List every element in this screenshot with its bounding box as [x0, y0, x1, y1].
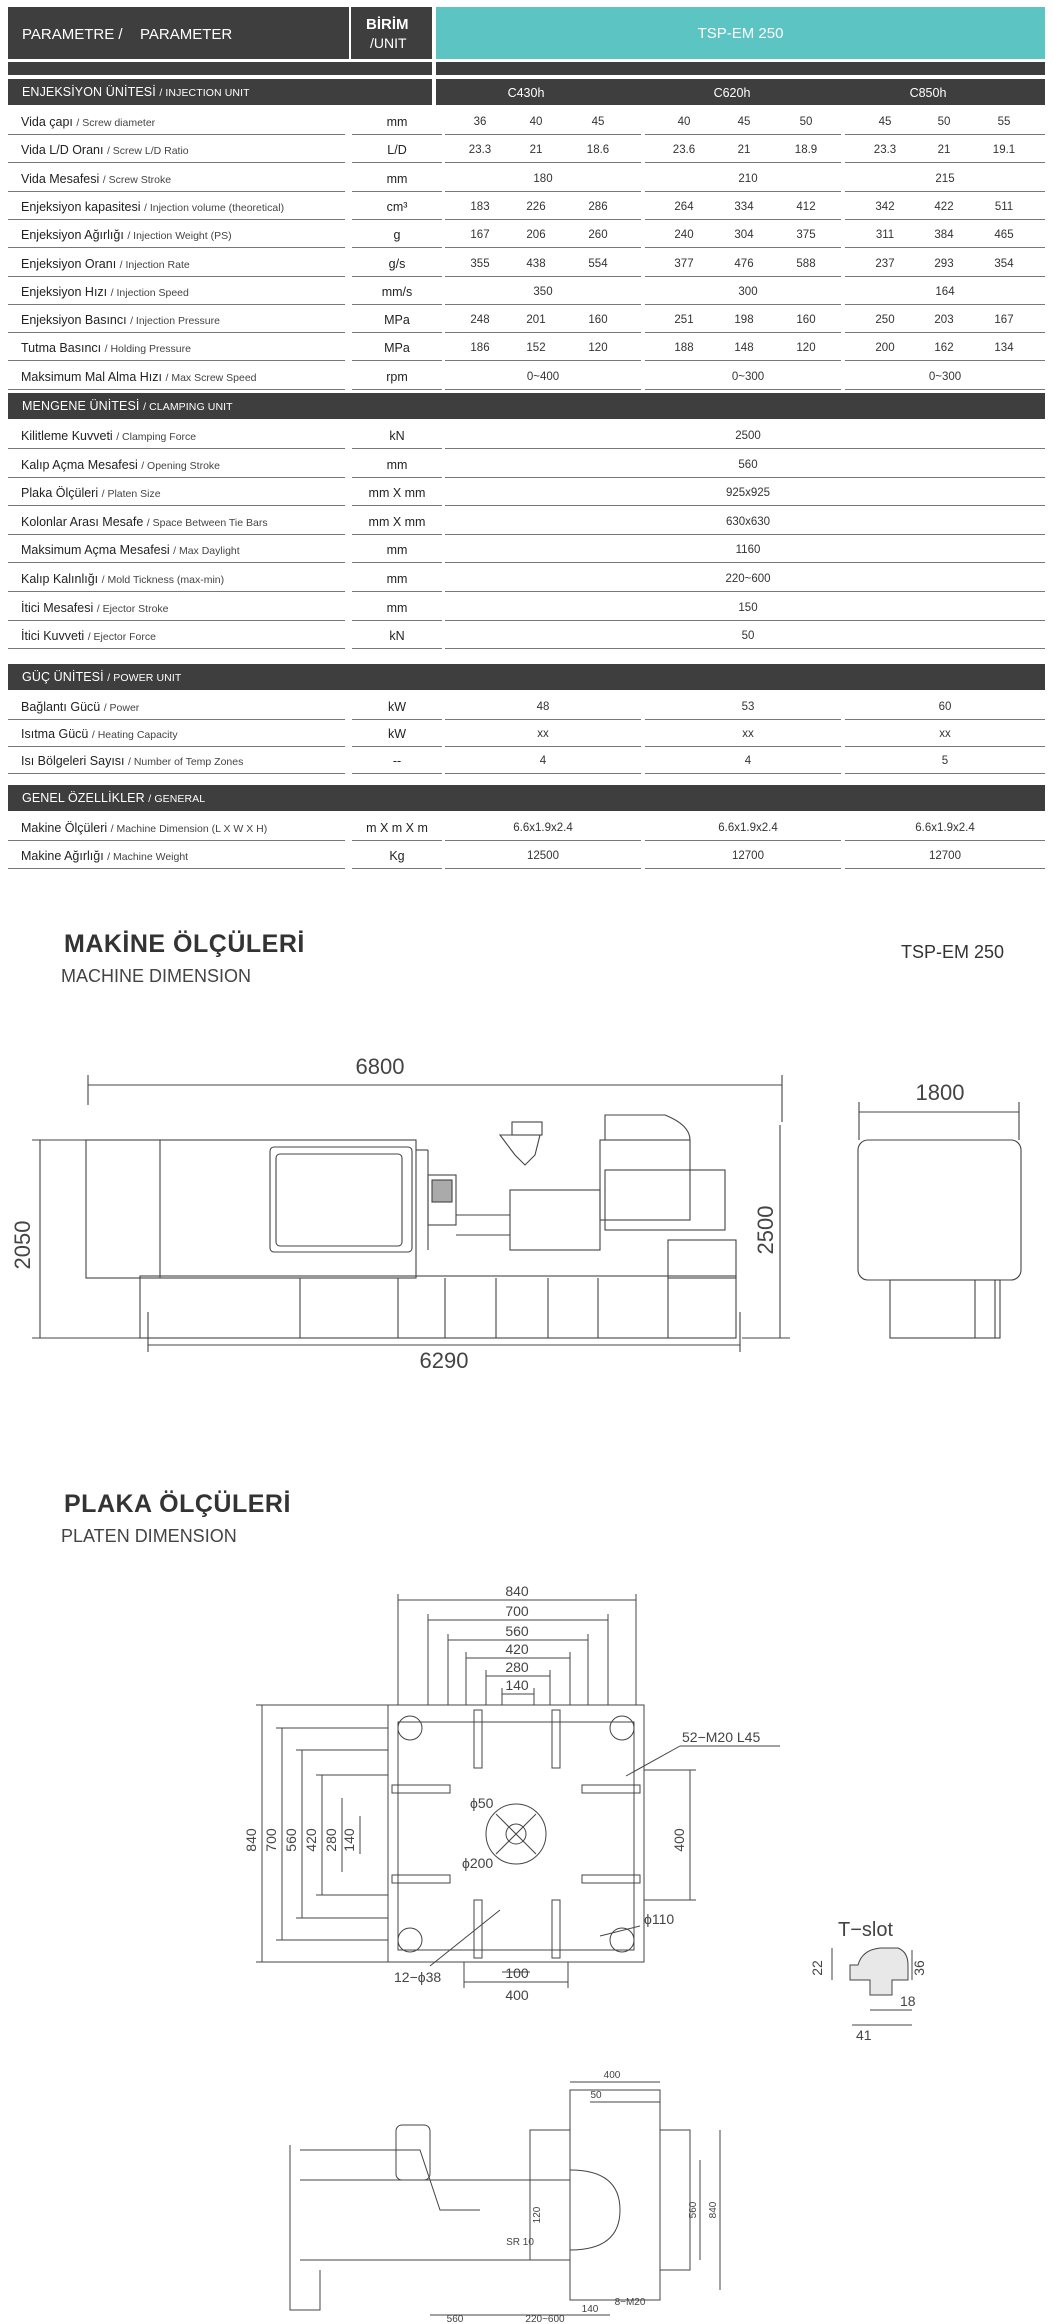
row-value: 925x925 [725, 487, 771, 500]
row-value: 6.6x1.9x2.4 [718, 822, 778, 834]
row-value: 164 [935, 285, 955, 298]
section-injection-en: / INJECTION UNIT [159, 87, 250, 99]
table-row [8, 621, 1045, 649]
row-unit: kN [389, 629, 405, 644]
side-dim: 220~600 [525, 2314, 565, 2324]
row-unit: mm/s [381, 284, 413, 299]
row-label-tr: Plaka Ölçüleri [21, 486, 99, 501]
row-value: 311 [875, 229, 895, 242]
row-value: 5 [941, 755, 949, 767]
row-value: 18.9 [794, 144, 818, 157]
row-label-tr: Isıtma Gücü [21, 727, 89, 741]
row-label-tr: Vida Mesafesi [21, 171, 100, 186]
section-clamping-en: / CLAMPING UNIT [143, 401, 233, 413]
platen-top-dim: 840 [505, 1583, 529, 1599]
row-label-tr: Bağlantı Gücü [21, 700, 101, 714]
row-value: 50 [937, 116, 951, 128]
row-value: xx [537, 728, 549, 740]
header-model: TSP-EM 250 [697, 25, 784, 42]
row-label-tr: Enjeksiyon kapasitesi [21, 199, 141, 214]
header-unit-tr: BİRİM [366, 16, 409, 33]
platen-bottom-dim: 100 [505, 1965, 529, 1981]
tslot-label: T−slot [838, 1919, 894, 1941]
platen-side-dim: 840 [243, 1828, 259, 1852]
platen-top-dim: 420 [505, 1641, 529, 1657]
group-label: C620h [713, 86, 751, 100]
side-dim: 560 [446, 2314, 464, 2324]
row-unit: m X m X m [366, 821, 428, 835]
table-row [8, 164, 1045, 192]
machine-dimension-model: TSP-EM 250 [901, 942, 1005, 962]
row-value: 0~300 [928, 370, 962, 383]
row-label [21, 543, 240, 557]
dim-length: 6800 [355, 1054, 405, 1079]
row-value: 4 [744, 755, 752, 767]
section-general-tr: GENEL ÖZELLİKLER [22, 791, 145, 805]
row-label-tr: Enjeksiyon Basıncı [21, 313, 127, 328]
row-value: 210 [738, 172, 758, 185]
row-value: 203 [934, 314, 954, 327]
row-label-tr: İtici Mesafesi [21, 600, 94, 615]
row-label-en: / Injection Weight (PS) [127, 230, 232, 243]
table-row [8, 719, 1045, 747]
tslot-dim: 22 [809, 1960, 825, 1976]
table-header-model [436, 7, 1045, 59]
row-value: 220~600 [725, 573, 771, 585]
row-value: 21 [937, 144, 951, 157]
row-label-tr: Enjeksiyon Oranı [21, 256, 117, 271]
side-dim: SR 10 [506, 2237, 534, 2248]
row-value: xx [939, 728, 951, 740]
row-value: 355 [470, 257, 490, 270]
row-label [21, 727, 178, 741]
platen-side-dim: 280 [323, 1828, 339, 1852]
row-label [21, 200, 284, 214]
table-row [8, 421, 1045, 449]
row-value: 342 [875, 200, 895, 213]
row-unit: cm³ [386, 199, 408, 214]
table-row [8, 192, 1045, 220]
row-value: 630x630 [725, 515, 771, 528]
row-value: 334 [734, 200, 754, 213]
platen-side-dim: 700 [263, 1828, 279, 1852]
row-value: 40 [677, 116, 691, 128]
row-value: 180 [533, 172, 553, 185]
row-label [21, 341, 191, 355]
row-label-tr: Makine Ölçüleri [21, 821, 108, 835]
row-value: 40 [529, 116, 543, 128]
table-row [8, 841, 1045, 869]
table-row [8, 249, 1045, 277]
row-unit: kW [387, 700, 407, 714]
row-label [21, 257, 190, 271]
row-value: 198 [734, 314, 754, 327]
row-value: 19.1 [992, 144, 1016, 157]
row-value: 412 [796, 200, 816, 213]
row-label [21, 143, 189, 157]
row-unit: kW [387, 727, 407, 741]
platen-dimension-title: PLAKA ÖLÇÜLERİ [64, 1490, 291, 1518]
platen-dimension-subtitle: PLATEN DIMENSION [61, 1526, 237, 1546]
table-row [8, 220, 1045, 248]
row-label-en: / Holding Pressure [104, 343, 191, 356]
row-label [21, 849, 188, 863]
row-value: 45 [737, 116, 751, 128]
row-value: 120 [588, 342, 608, 355]
row-label [21, 370, 257, 384]
row-value: 300 [738, 285, 758, 298]
platen-top-dim: 560 [505, 1623, 529, 1639]
row-value: 240 [674, 229, 694, 242]
dim-height: 2050 [10, 1220, 35, 1270]
row-value: 23.6 [672, 144, 696, 157]
header-param-en: PARAMETER [140, 26, 233, 43]
row-label-en: / Screw L/D Ratio [106, 145, 189, 158]
row-value: 206 [526, 229, 546, 242]
row-value: 23.3 [468, 144, 492, 157]
row-value: 45 [878, 116, 892, 128]
row-label-en: / Ejector Stroke [96, 602, 169, 615]
row-value: 148 [734, 342, 754, 355]
row-label [21, 172, 171, 186]
table-row [8, 813, 1045, 841]
side-dim: 50 [590, 2090, 602, 2101]
platen-bottom-dim: 400 [505, 1987, 529, 2003]
machine-drawing [0, 1040, 1053, 1373]
row-value: 134 [994, 342, 1014, 355]
row-value: 160 [796, 314, 816, 327]
section-power-en: / POWER UNIT [107, 672, 182, 684]
row-value: 250 [875, 314, 895, 327]
row-label-en: / Max Daylight [173, 545, 240, 558]
row-value: 150 [738, 601, 758, 614]
row-label-en: / Machine Dimension (L X W X H) [110, 823, 268, 835]
row-unit: mm X mm [368, 514, 426, 529]
platen-top-dim: 700 [505, 1603, 529, 1619]
row-value: 50 [799, 116, 813, 128]
row-value: 183 [470, 200, 490, 213]
row-label-tr: Maksimum Mal Alma Hızı [21, 369, 162, 384]
row-value: 45 [591, 116, 605, 128]
section-injection [8, 79, 1045, 105]
row-label-tr: Kalıp Açma Mesafesi [21, 457, 138, 472]
row-label-en: / Space Between Tie Bars [146, 516, 268, 529]
row-label-en: / Opening Stroke [141, 459, 220, 472]
row-value: 215 [935, 172, 955, 185]
row-value: 286 [588, 200, 608, 213]
row-unit: kN [389, 429, 405, 443]
row-value: 50 [741, 630, 755, 643]
table-row [8, 277, 1045, 305]
section-clamping-tr: MENGENE ÜNİTESİ [22, 399, 140, 413]
row-value: 6.6x1.9x2.4 [915, 822, 975, 834]
platen-side-dim: 140 [341, 1828, 357, 1852]
section-general [8, 785, 1045, 811]
row-unit: MPa [384, 341, 410, 356]
row-value: 0~300 [731, 370, 765, 383]
row-unit: mm [386, 457, 408, 472]
row-label [21, 601, 169, 615]
row-value: 12500 [527, 850, 559, 862]
table-row [8, 362, 1045, 390]
table-row [8, 692, 1045, 720]
row-value: 23.3 [873, 144, 897, 157]
row-value: 21 [529, 144, 543, 157]
row-unit: rpm [386, 369, 408, 384]
row-label-tr: İtici Kuvveti [21, 629, 85, 644]
row-label-en: / Screw diameter [76, 117, 156, 129]
row-label-en: / Injection volume (theoretical) [144, 201, 285, 214]
row-label-tr: Enjeksiyon Hızı [21, 284, 108, 299]
row-value: 6.6x1.9x2.4 [513, 822, 573, 834]
table-row [8, 450, 1045, 478]
side-dim: 120 [532, 2206, 543, 2224]
row-unit: mm [386, 600, 408, 615]
row-value: 12700 [929, 850, 961, 862]
row-label-en: / Injection Pressure [130, 315, 220, 328]
row-label-en: / Mold Tickness (max-min) [101, 574, 225, 586]
row-value: 4 [539, 755, 547, 767]
row-unit: Kg [389, 849, 405, 863]
table-row [8, 746, 1045, 774]
platen-drawing [0, 1570, 1053, 2324]
table-header-parameter [8, 7, 432, 59]
row-label [21, 458, 220, 472]
row-label-en: / Number of Temp Zones [128, 756, 244, 768]
row-label-tr: Enjeksiyon Ağırlığı [21, 228, 124, 243]
row-value: 226 [526, 200, 546, 213]
row-unit: mm [386, 171, 408, 186]
row-value: 438 [526, 257, 546, 270]
row-label-tr: Tutma Basıncı [21, 341, 102, 356]
tslot-dim: 18 [900, 1993, 916, 2009]
machine-dimension-title: MAKİNE ÖLÇÜLERİ [64, 930, 305, 958]
header-band [8, 62, 1045, 75]
row-value: 55 [997, 116, 1011, 128]
row-label-en: / Injection Speed [110, 286, 189, 299]
row-value: 560 [738, 458, 758, 471]
row-label-en: / Heating Capacity [91, 729, 178, 741]
tslot-dim: 41 [856, 2027, 872, 2043]
row-value: 60 [938, 701, 952, 713]
callout-bolts: 52−M20 L45 [682, 1729, 761, 1745]
side-dim: 8−M20 [614, 2297, 646, 2308]
section-power-tr: GÜÇ ÜNİTESİ [22, 670, 104, 684]
row-value: 18.6 [586, 144, 610, 157]
row-label-tr: Kalıp Kalınlığı [21, 572, 99, 586]
section-power [8, 664, 1045, 690]
callout-d50: ϕ50 [470, 1795, 494, 1811]
row-value: xx [742, 728, 754, 740]
row-value: 251 [674, 314, 694, 327]
row-unit: mm [386, 115, 408, 129]
table-row [8, 478, 1045, 506]
row-value: 350 [533, 285, 553, 298]
row-value: 188 [674, 342, 694, 355]
row-label [21, 285, 189, 299]
row-label [21, 313, 220, 327]
table-row [8, 305, 1045, 333]
row-value: 152 [526, 342, 546, 355]
section-injection-tr: ENJEKSİYON ÜNİTESİ [22, 85, 156, 99]
row-value: 167 [470, 229, 490, 242]
row-label-en: / Max Screw Speed [165, 371, 257, 384]
row-value: 0~400 [526, 370, 560, 383]
callout-d110: ϕ110 [644, 1911, 675, 1927]
side-dim: 560 [688, 2201, 699, 2219]
row-value: 160 [588, 314, 608, 327]
row-label-en: / Screw Stroke [102, 173, 172, 186]
row-label [21, 754, 243, 768]
platen-side-dim: 420 [303, 1828, 319, 1852]
row-value: 304 [734, 229, 754, 242]
row-label-tr: Isı Bölgeleri Sayısı [21, 754, 125, 768]
group-label: C850h [909, 86, 947, 100]
row-value: 237 [875, 257, 895, 270]
row-label [21, 228, 232, 242]
header-unit-en: /UNIT [370, 35, 407, 51]
tslot-dim: 36 [911, 1960, 927, 1976]
row-value: 2500 [735, 430, 761, 442]
platen-side-dim: 560 [283, 1828, 299, 1852]
row-label-tr: Kolonlar Arası Mesafe [21, 514, 144, 529]
table-row [8, 593, 1045, 621]
platen-top-dim: 280 [505, 1659, 529, 1675]
row-value: 377 [674, 257, 694, 270]
row-value: 248 [470, 314, 490, 327]
row-label-en: / Machine Weight [107, 851, 189, 863]
table-row [8, 107, 1045, 135]
row-value: 167 [994, 314, 1014, 327]
side-dim: 840 [708, 2201, 719, 2219]
row-value: 293 [934, 257, 954, 270]
row-unit: g/s [388, 256, 406, 271]
row-unit: L/D [387, 143, 407, 158]
row-value: 384 [934, 229, 954, 242]
row-label-en: / Clamping Force [116, 431, 197, 443]
row-value: 1160 [735, 544, 761, 557]
row-label [21, 629, 156, 643]
row-label [21, 821, 267, 835]
row-label-en: / Platen Size [101, 488, 161, 501]
row-value: 48 [536, 701, 550, 713]
row-value: 162 [934, 342, 954, 355]
group-label: C430h [507, 86, 545, 100]
row-label-tr: Vida çapı [21, 115, 73, 129]
row-unit: mm [386, 543, 408, 558]
row-label-en: / Power [103, 702, 140, 714]
row-label [21, 515, 268, 529]
row-unit: g [393, 228, 401, 243]
callout-d200: ϕ200 [462, 1855, 494, 1871]
row-value: 201 [526, 314, 546, 327]
row-value: 588 [796, 257, 816, 270]
table-row [8, 135, 1045, 163]
callout-holes: 12−ϕ38 [394, 1969, 442, 1985]
platen-right-dim: 400 [671, 1828, 687, 1852]
dim-width: 1800 [915, 1080, 965, 1105]
row-unit: MPa [384, 313, 410, 328]
row-value: 476 [734, 257, 754, 270]
dim-base-length: 6290 [419, 1348, 469, 1373]
table-row [8, 535, 1045, 563]
row-label-tr: Makine Ağırlığı [21, 849, 104, 863]
row-value: 21 [737, 144, 751, 157]
row-value: 120 [796, 342, 816, 355]
row-value: 375 [796, 229, 816, 242]
side-dim: 400 [603, 2070, 621, 2081]
table-row [8, 564, 1045, 592]
header-divider [349, 7, 351, 59]
side-dim: 140 [581, 2304, 599, 2315]
row-value: 36 [473, 116, 487, 128]
row-value: 200 [875, 342, 895, 355]
platen-top-dim: 140 [505, 1677, 529, 1693]
header-param-tr: PARAMETRE / [22, 26, 123, 43]
section-general-en: / GENERAL [148, 793, 206, 805]
row-unit: mm X mm [368, 486, 426, 501]
row-value: 260 [588, 229, 608, 242]
row-label-en: / Ejector Force [87, 631, 156, 644]
row-unit: -- [392, 754, 402, 768]
row-value: 511 [994, 200, 1014, 213]
table-row [8, 507, 1045, 535]
row-label [21, 572, 224, 586]
dim-total-height: 2500 [753, 1205, 778, 1255]
row-label [21, 700, 139, 714]
row-value: 554 [588, 257, 608, 270]
row-label-tr: Kilitleme Kuvveti [21, 429, 113, 443]
row-label-en: / Injection Rate [119, 258, 190, 271]
row-label-tr: Maksimum Açma Mesafesi [21, 543, 170, 558]
row-value: 465 [994, 229, 1014, 242]
table-row [8, 333, 1045, 361]
row-label [21, 115, 155, 129]
row-value: 186 [470, 342, 490, 355]
row-unit: mm [386, 572, 408, 586]
section-clamping [8, 393, 1045, 419]
row-value: 264 [674, 200, 694, 213]
row-label [21, 486, 161, 500]
row-label-tr: Vida L/D Oranı [21, 143, 104, 158]
row-value: 354 [994, 257, 1014, 270]
row-value: 422 [934, 200, 954, 213]
row-value: 53 [741, 701, 755, 713]
row-value: 12700 [732, 850, 764, 862]
row-label [21, 429, 196, 443]
machine-dimension-subtitle: MACHINE DIMENSION [61, 966, 252, 986]
